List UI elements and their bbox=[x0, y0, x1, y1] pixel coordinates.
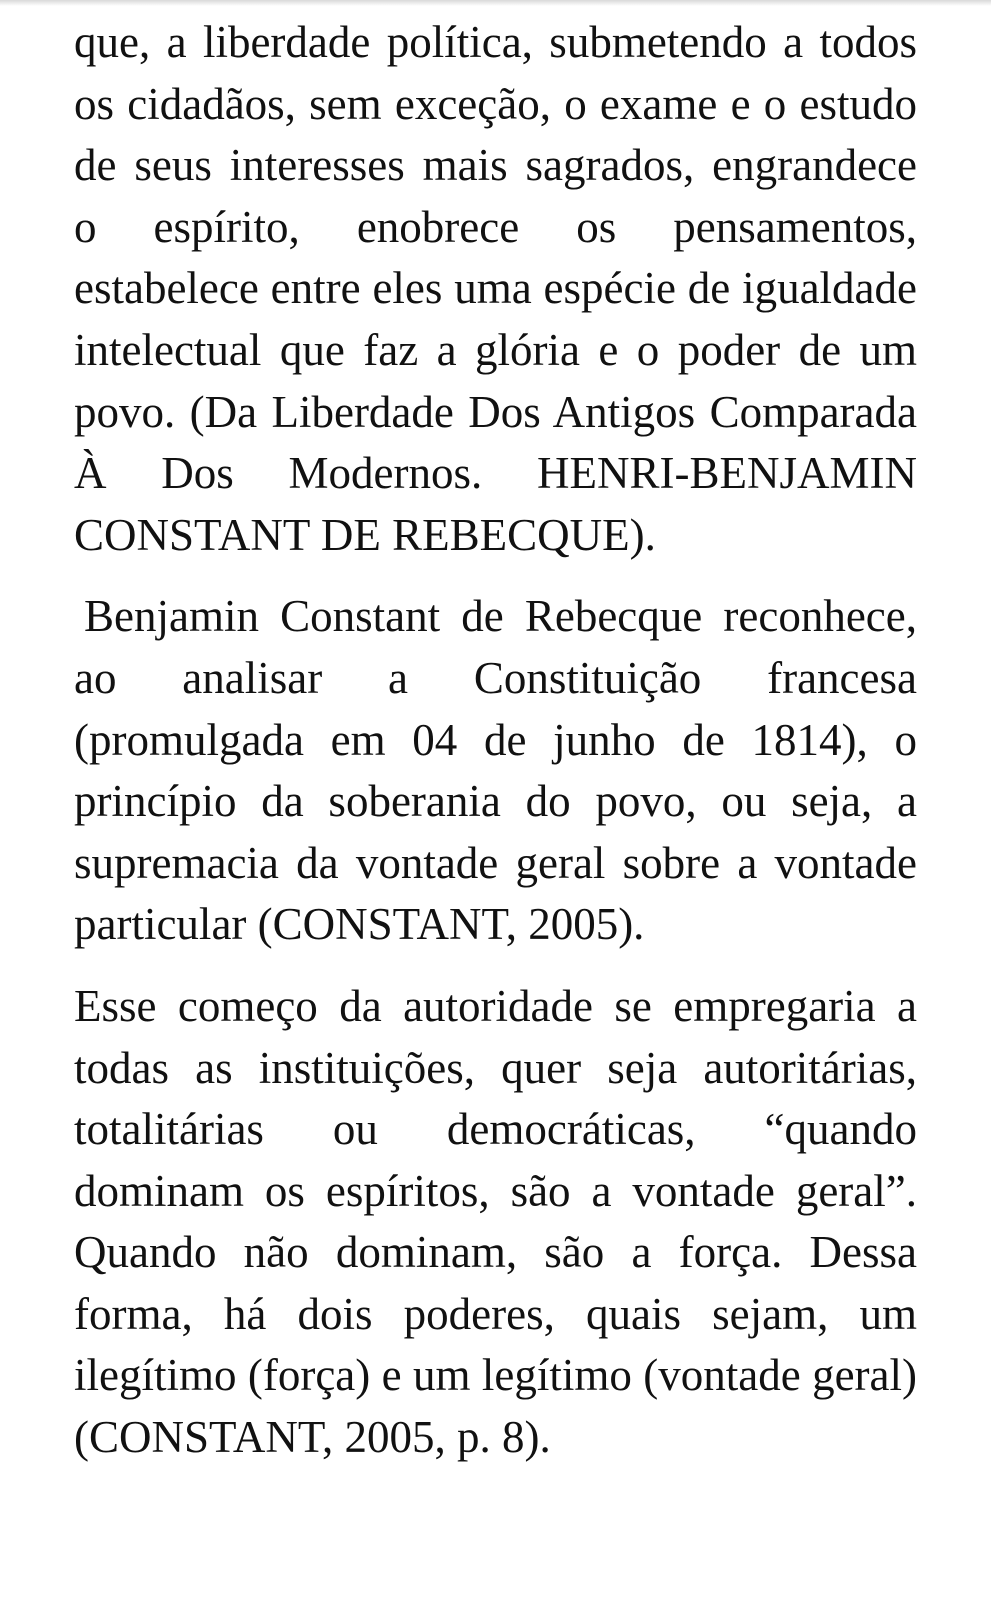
paragraph-authority-powers: Esse começo da autoridade se empregaria a todas as instituições, quer seja autoritárias, totalitárias ou democráticas, “quando dominam os espíritos, são a vontade geral”. Quando não dominam, são a força. Dessa forma, há dois poderes, quais sejam, um ilegítimo (força) e um legítimo (vontade geral) (CONSTANT, 2005, p. 8). bbox=[74, 980, 917, 1463]
top-edge-shadow bbox=[0, 0, 991, 6]
paragraph-constant-sovereignty: Benjamin Constant de Rebecque reconhece, ao analisar a Constituição francesa (promulgada em 04 de junho de 1814), o princípio da soberania do povo, ou seja, a supremacia da vontade geral sobre a vontade particular (CONSTANT, 2005). bbox=[74, 591, 917, 950]
document-page bbox=[74, 12, 917, 1469]
paragraph-quote-ending: que, a liberdade política, submetendo a todos os cidadãos, sem exceção, o exame e o estudo de seus interesses mais sagrados, engrandece o espírito, enobrece os pensamentos, estabelece entre eles uma espécie de igualdade intelectual que faz a glória e o poder de um povo. (Da Liberdade Dos Antigos Comparada À Dos Modernos. HENRI-BENJAMIN CONSTANT DE REBECQUE). bbox=[74, 17, 917, 560]
